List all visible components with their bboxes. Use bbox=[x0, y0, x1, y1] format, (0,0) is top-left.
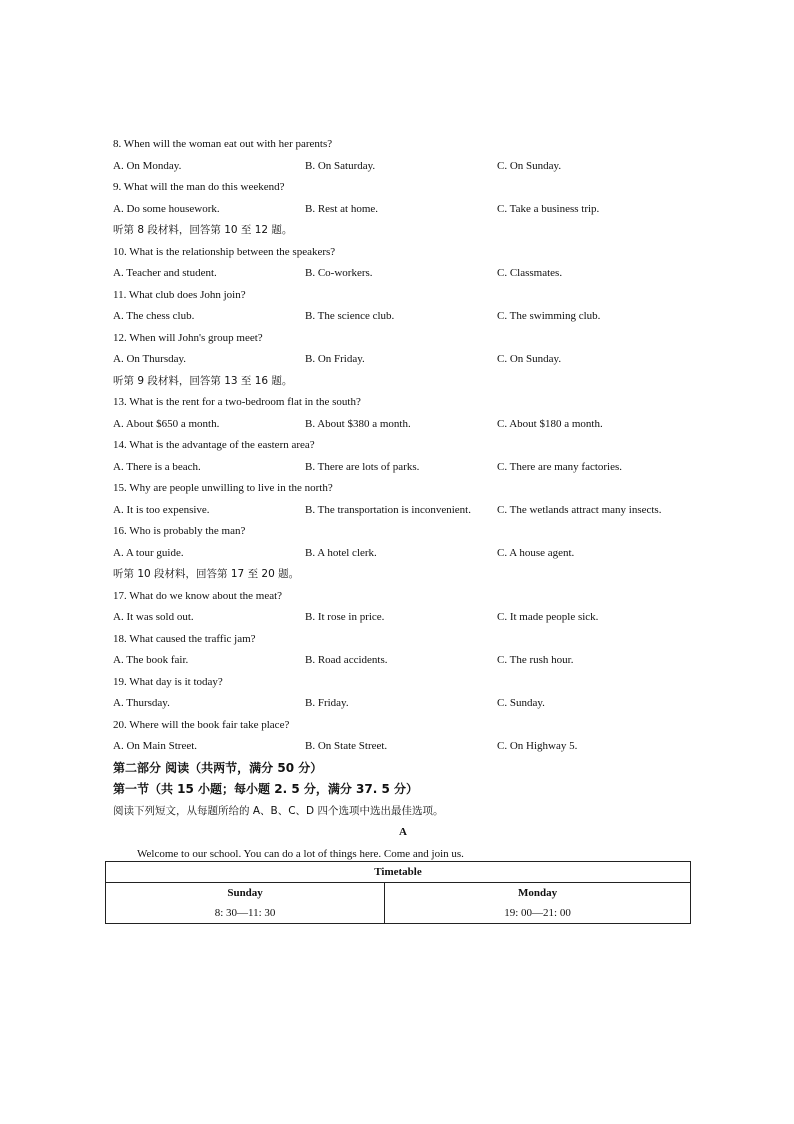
question-13: 13. What is the rent for a two-bedroom flat in the south? bbox=[113, 396, 361, 408]
passage-intro: Welcome to our school. You can do a lot of things here. Come and join us. bbox=[137, 847, 464, 860]
options-13 bbox=[113, 414, 693, 436]
question-12: 12. When will John's group meet? bbox=[113, 331, 263, 344]
timetable-time-monday: 19: 00—21: 00 bbox=[385, 903, 691, 924]
options-19 bbox=[113, 693, 693, 715]
question-9: 9. What will the man do this weekend? bbox=[113, 181, 285, 193]
option-b: B. The science club. bbox=[305, 310, 395, 322]
option-b: B. Co-workers. bbox=[305, 267, 373, 279]
option-b: B. On Friday. bbox=[305, 353, 365, 365]
option-c: C. On Sunday. bbox=[497, 353, 562, 365]
exam-page bbox=[113, 134, 693, 865]
question-8: 8. When will the woman eat out with her parents? bbox=[113, 138, 333, 150]
question-10: 10. What is the relationship between the speakers? bbox=[113, 245, 336, 258]
options-8 bbox=[113, 156, 693, 178]
question-19: 19. What day is it today? bbox=[113, 675, 223, 688]
timetable-time-sunday: 8: 30—11: 30 bbox=[106, 903, 385, 924]
option-c: C. Sunday. bbox=[497, 697, 545, 709]
option-c: C. About $180 a month. bbox=[497, 417, 603, 430]
option-a: A. The chess club. bbox=[113, 310, 195, 322]
option-a: A. On Thursday. bbox=[113, 353, 187, 365]
option-a: A. Do some housework. bbox=[113, 202, 220, 215]
option-b: B. It rose in price. bbox=[305, 611, 385, 623]
question-16: 16. Who is probably the man? bbox=[113, 525, 246, 537]
question-17: 17. What do we know about the meat? bbox=[113, 589, 283, 602]
options-20 bbox=[113, 736, 693, 758]
options-10 bbox=[113, 263, 693, 285]
instruction-section-10: 听第 10 段材料，回答第 17 至 20 题。 bbox=[113, 568, 300, 580]
option-a: A. There is a beach. bbox=[113, 460, 201, 473]
option-a: A. Teacher and student. bbox=[113, 267, 217, 279]
options-17 bbox=[113, 607, 693, 629]
instruction-section-9: 听第 9 段材料，回答第 13 至 16 题。 bbox=[113, 374, 293, 387]
question-15: 15. Why are people unwilling to live in the north? bbox=[113, 482, 333, 494]
option-a: A. It was sold out. bbox=[113, 611, 194, 623]
options-18 bbox=[113, 650, 693, 672]
option-a: A. Thursday. bbox=[113, 697, 170, 709]
option-a: A. On Monday. bbox=[113, 159, 182, 172]
options-14 bbox=[113, 457, 693, 479]
option-c: C. On Sunday. bbox=[497, 159, 562, 172]
option-b: B. On Saturday. bbox=[305, 159, 376, 172]
option-c: C. A house agent. bbox=[497, 546, 575, 559]
option-c: C. Take a business trip. bbox=[497, 202, 600, 215]
question-18: 18. What caused the traffic jam? bbox=[113, 632, 256, 645]
part-2-heading: 第二部分 阅读（共两节，满分 50 分） bbox=[113, 760, 323, 775]
option-c: C. The swimming club. bbox=[497, 310, 601, 322]
option-a: A. About $650 a month. bbox=[113, 417, 220, 430]
instruction-section-8: 听第 8 段材料，回答第 10 至 12 题。 bbox=[113, 224, 293, 236]
section-1-heading: 第一节（共 15 小题；每小题 2. 5 分，满分 37. 5 分） bbox=[113, 782, 418, 796]
options-11 bbox=[113, 306, 693, 328]
options-9 bbox=[113, 199, 693, 221]
timetable-day-monday: Monday bbox=[385, 883, 691, 904]
option-c: C. On Highway 5. bbox=[497, 740, 578, 752]
option-b: B. The transportation is inconvenient. bbox=[305, 503, 471, 516]
option-a: A. The book fair. bbox=[113, 654, 189, 666]
option-a: A. On Main Street. bbox=[113, 740, 198, 752]
passage-label: A bbox=[399, 826, 407, 838]
option-a: A. It is too expensive. bbox=[113, 503, 210, 516]
timetable-title: Timetable bbox=[106, 862, 691, 883]
option-b: B. There are lots of parks. bbox=[305, 460, 420, 473]
timetable bbox=[105, 861, 691, 924]
option-b: B. A hotel clerk. bbox=[305, 546, 377, 559]
question-20: 20. Where will the book fair take place? bbox=[113, 718, 290, 731]
options-16 bbox=[113, 543, 693, 565]
option-c: C. The wetlands attract many insects. bbox=[497, 503, 662, 516]
option-c: C. There are many factories. bbox=[497, 460, 623, 473]
option-c: C. Classmates. bbox=[497, 267, 563, 279]
option-c: C. It made people sick. bbox=[497, 611, 599, 623]
option-b: B. About $380 a month. bbox=[305, 417, 411, 430]
option-b: B. Road accidents. bbox=[305, 654, 388, 666]
options-12 bbox=[113, 349, 693, 371]
question-14: 14. What is the advantage of the eastern area? bbox=[113, 439, 315, 451]
option-b: B. On State Street. bbox=[305, 740, 388, 752]
timetable-day-sunday: Sunday bbox=[106, 883, 385, 904]
option-a: A. A tour guide. bbox=[113, 546, 184, 559]
reading-instruction: 阅读下列短文，从每题所给的 A、B、C、D 四个选项中选出最佳选项。 bbox=[113, 804, 444, 817]
question-11: 11. What club does John join? bbox=[113, 288, 246, 301]
option-c: C. The rush hour. bbox=[497, 654, 574, 666]
option-b: B. Friday. bbox=[305, 697, 349, 709]
options-15 bbox=[113, 500, 693, 522]
option-b: B. Rest at home. bbox=[305, 202, 379, 215]
